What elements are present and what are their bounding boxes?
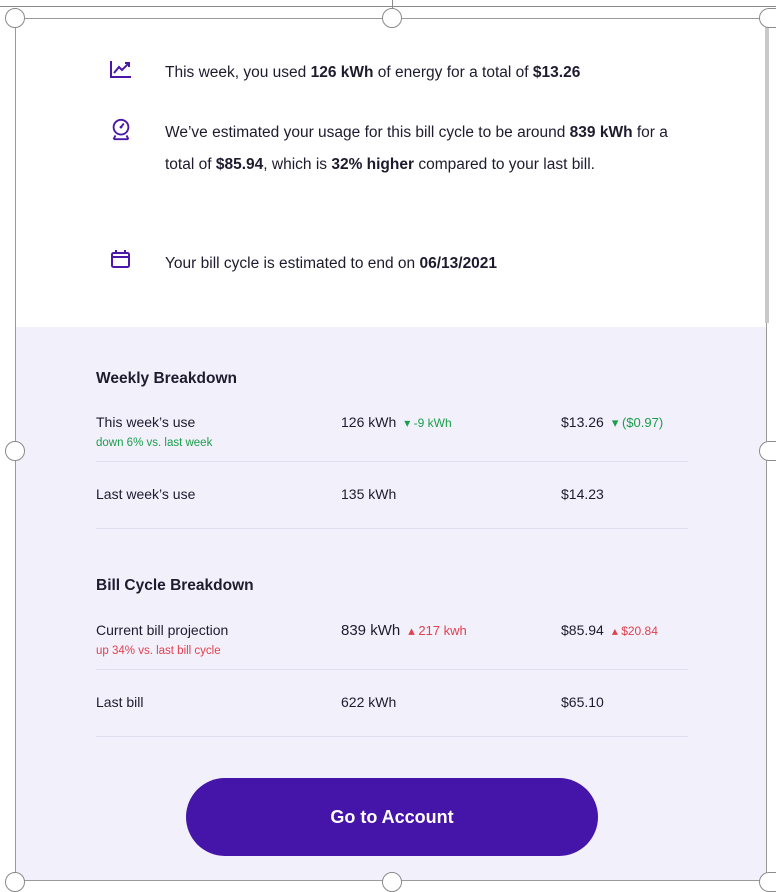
estimate-summary xyxy=(108,117,685,181)
calendar-icon xyxy=(108,248,134,272)
go-to-account-button[interactable]: Go to Account xyxy=(186,778,598,856)
row-divider xyxy=(96,669,688,670)
row-divider xyxy=(96,461,688,462)
resize-handle-top-right[interactable] xyxy=(759,8,776,28)
resize-handle-top-left[interactable] xyxy=(5,8,25,28)
cost-delta: ▴ $20.84 xyxy=(611,624,658,638)
row-cost: $14.23 xyxy=(561,486,604,502)
resize-handle-top[interactable] xyxy=(382,8,402,28)
kwh-delta: ▴ 217 kwh xyxy=(408,623,467,638)
resize-handle-left[interactable] xyxy=(5,441,25,461)
row-label: This week’s use xyxy=(96,414,196,430)
row-kwh: 126 kWh ▾ -9 kWh xyxy=(341,414,452,430)
weekly-summary xyxy=(108,57,685,89)
cycle-end-summary xyxy=(108,248,685,280)
row-label: Current bill projection xyxy=(96,622,229,638)
meter-icon xyxy=(108,117,134,141)
row-label: Last week’s use xyxy=(96,486,196,502)
row-divider xyxy=(96,528,688,529)
email-content-frame[interactable] xyxy=(15,18,767,881)
cost-delta: ▾ ($0.97) xyxy=(611,415,664,430)
selection-guide-line xyxy=(0,6,776,7)
cycle-end-text: Your bill cycle is estimated to end on 06/13/2021 xyxy=(165,255,498,272)
usage-summary xyxy=(16,19,767,327)
row-cost: $85.94 ▴ $20.84 xyxy=(561,622,658,638)
row-kwh: 839 kWh ▴ 217 kwh xyxy=(341,622,467,639)
resize-handle-right[interactable] xyxy=(759,441,776,461)
weekly-summary-text: This week, you used 126 kWh of energy for a total of $13.26 xyxy=(165,64,581,81)
row-cost: $13.26 ▾ ($0.97) xyxy=(561,414,664,430)
row-sublabel: down 6% vs. last week xyxy=(96,437,213,449)
row-kwh: 135 kWh xyxy=(341,486,397,502)
bill-cycle-breakdown-title: Bill Cycle Breakdown xyxy=(96,577,254,594)
row-sublabel: up 34% vs. last bill cycle xyxy=(96,645,221,657)
kwh-delta: ▾ -9 kWh xyxy=(404,416,452,430)
line-chart-icon xyxy=(108,57,134,81)
resize-handle-bottom-right[interactable] xyxy=(759,872,776,892)
weekly-breakdown-title: Weekly Breakdown xyxy=(96,370,237,387)
estimate-summary-text: We’ve estimated your usage for this bill cycle to be around 839 kWh for a total of $85.94, which is 32% higher compared to your last bill. xyxy=(165,124,668,173)
resize-handle-bottom-left[interactable] xyxy=(5,872,25,892)
row-cost: $65.10 xyxy=(561,694,604,710)
scrollbar[interactable] xyxy=(765,18,769,323)
row-label: Last bill xyxy=(96,694,144,710)
row-divider xyxy=(96,736,688,737)
resize-handle-bottom[interactable] xyxy=(382,872,402,892)
row-kwh: 622 kWh xyxy=(341,694,397,710)
